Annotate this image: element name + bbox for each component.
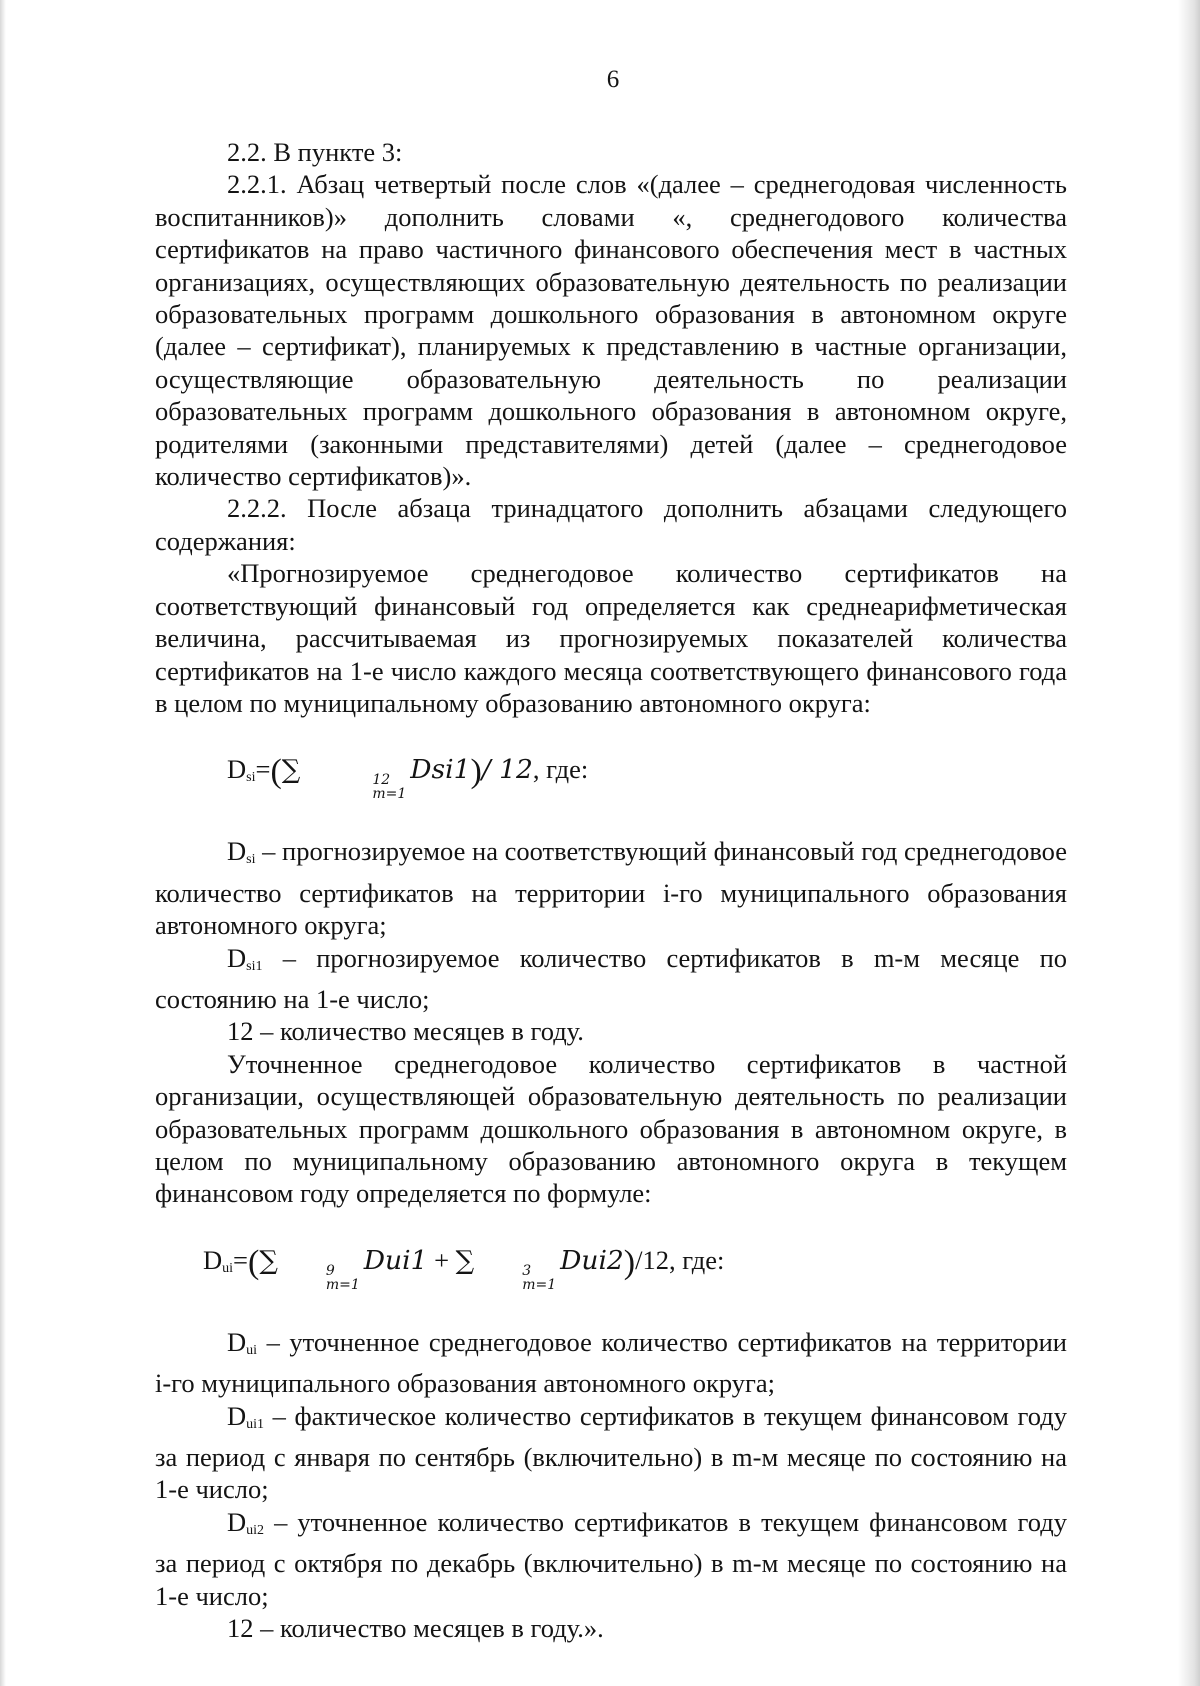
paragraph-2-2-2: 2.2.2. После абзаца тринадцатого дополнить абзацами следующего содержания: [155, 493, 1067, 556]
formula-paren-open: ( [247, 1243, 260, 1281]
definition-12-months-end: 12 – количество месяцев в году.». [227, 1613, 604, 1644]
formula-term: Dui2 [560, 1244, 624, 1276]
formula-tail: , где: [669, 1244, 725, 1275]
sum-limits [278, 1264, 360, 1292]
document-body [155, 136, 1067, 1644]
sum-limits [474, 1264, 556, 1292]
formula-divisor: /12 [635, 1244, 669, 1275]
formula-eq: = [233, 1244, 248, 1275]
formula-lhs: D [203, 1244, 223, 1275]
formula-dsi [155, 753, 1067, 801]
sum-upper: 12 [372, 772, 391, 789]
sigma-symbol: ∑ [455, 1245, 475, 1276]
paragraph-forecast: «Прогнозируемое среднегодовое количество сертификатов на соответствующий финансовый год определяется как среднеарифметическая величина, рассчитываемая из прогнозируемых показателей количества сертификатов на 1-е число каждого месяца соответствующего финансового года в целом по муниципальному образованию автономного округа: [155, 558, 1067, 718]
definition-dsi1: $D_{si1}$ – прогнозируемое количество сертификатов в m-м месяце по состоянию на 1-е число; [155, 942, 1067, 1014]
definition-12-months: 12 – количество месяцев в году. [227, 1016, 584, 1047]
formula-divisor: / 12 [481, 754, 533, 786]
formula-term: Dui1 [363, 1244, 428, 1276]
sum-limits [300, 773, 406, 801]
formula-lhs: D [227, 754, 247, 785]
sum-lower: m=1 [325, 1276, 360, 1293]
sum-lower: m=1 [522, 1276, 557, 1293]
sum-lower: m=1 [372, 786, 407, 803]
section-heading: 2.2. В пункте 3: [227, 137, 403, 167]
formula-paren-close: ) [623, 1243, 636, 1281]
definition-dui1: $D_{ui1}$ – фактическое количество сертификатов в текущем финансовом году за период с января по сентябрь (включительно) в m-м месяце по состоянию на 1-е число; [155, 1400, 1067, 1505]
definition-dui2: $D_{ui2}$ – уточненное количество сертификатов в текущем финансовом году за период с октября по декабрь (включительно) в m-м месяце по состоянию на 1-е число; [155, 1506, 1067, 1611]
scan-edge-right [1178, 0, 1200, 1686]
formula-term: Dsi1 [410, 754, 471, 786]
paragraph-2-2-1: 2.2.1. Абзац четвертый после слов «(далее – среднегодовая численность воспитанников)» дополнить словами «, среднегодового количества сертификатов на право частичного финансового обеспечения мест в частных организациях, осуществляющих образовательную деятельность по реализации образовательных программ дошкольного образования в автономном округе (далее – сертификат), планируемых к представлению в частные организации, осуществляющие образовательную деятельность по реализации образовательных программ дошкольного образования в автономном округе, родителями (законными представителями) детей (далее – среднегодовое количество сертификатов)». [155, 169, 1067, 492]
formula-paren-close: ) [470, 753, 482, 791]
paragraph-refined: Уточненное среднегодовое количество сертификатов в частной организации, осуществляющей образовательную деятельность по реализации образовательных программ дошкольного образования в автономном округе, в целом по муниципальному образованию автономного округа в текущем финансовом году определяется по формуле: [155, 1048, 1067, 1209]
sum-upper: 9 [325, 1262, 335, 1279]
sigma-symbol: ∑ [281, 755, 301, 786]
formula-eq: = [255, 754, 271, 785]
scan-edge-left [0, 0, 6, 1686]
formula-lhs-sub: ui [222, 1260, 234, 1276]
page-number: 6 [606, 66, 620, 93]
sigma-symbol: ∑ [259, 1245, 278, 1276]
formula-plus: + [427, 1244, 456, 1275]
definition-dui: $D_{ui}$ – уточненное среднегодовое количество сертификатов на территории i-го муниципального образования автономного округа; [155, 1326, 1067, 1399]
formula-dui [155, 1244, 1067, 1292]
formula-lhs-sub: si [246, 770, 256, 786]
formula-tail: , где: [532, 754, 589, 785]
formula-paren-open: ( [270, 753, 282, 791]
definition-dsi: $D_{si}$ – прогнозируемое на соответствующий финансовый год среднегодовое количество сертификатов на территории i-го муниципального образования автономного округа; [155, 836, 1067, 941]
sum-upper: 3 [522, 1262, 532, 1279]
